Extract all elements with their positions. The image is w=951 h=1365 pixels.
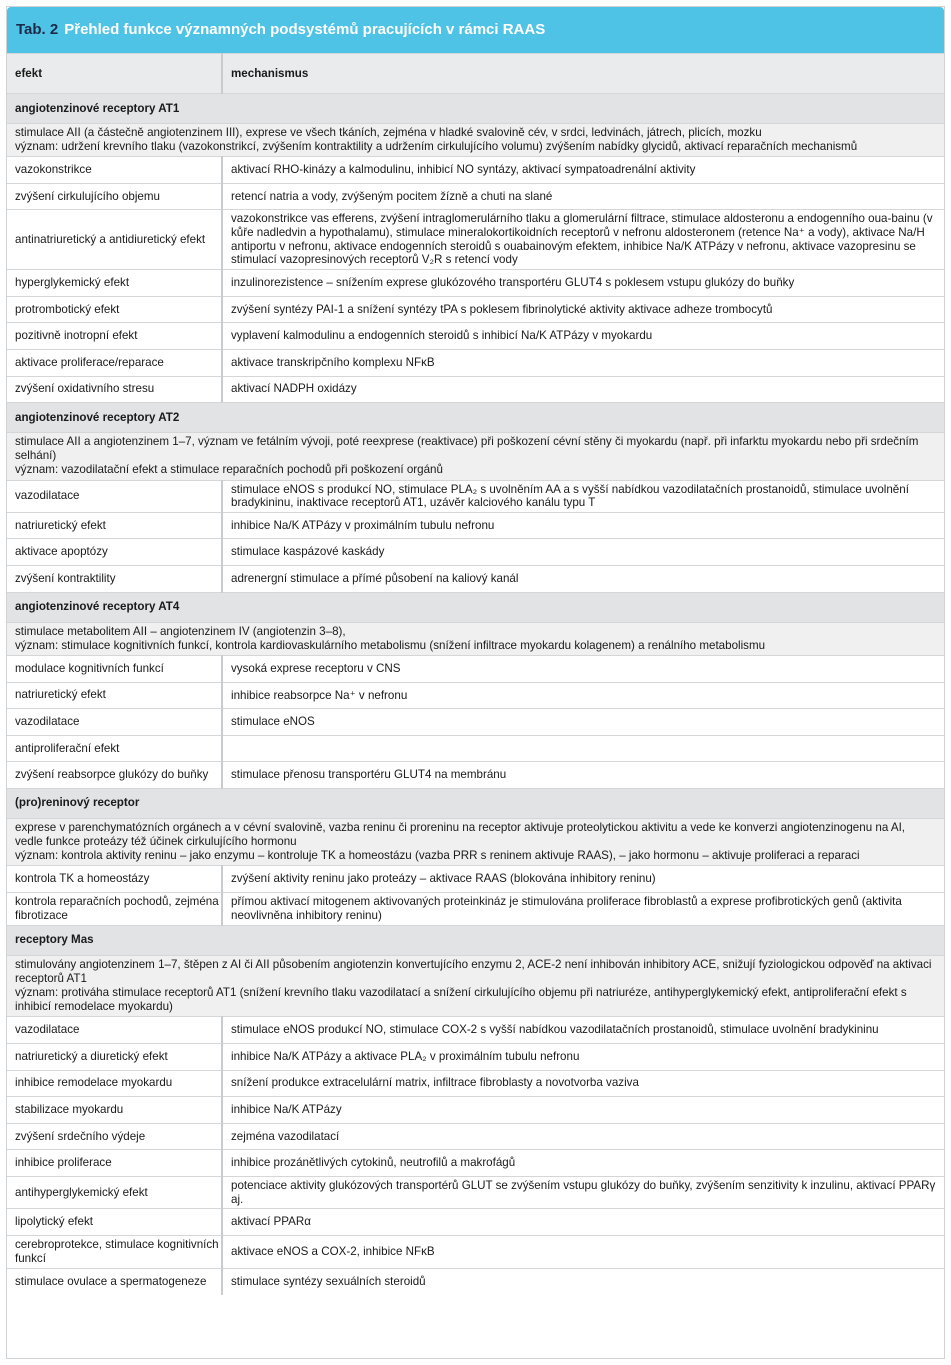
mechanism-cell: inhibice Na/K ATPázy	[222, 1097, 944, 1124]
effect-cell: vazodilatace	[7, 1017, 222, 1044]
mechanism-cell: inhibice Na/K ATPázy v proximálním tubulu nefronu	[222, 512, 944, 539]
table-row	[7, 1235, 944, 1268]
table-row	[7, 762, 944, 789]
intro-line: exprese v parenchymatózních orgánech a v cévní svalovině, vazba reninu či proreninu na receptor aktivuje proteolytickou aktivitu a vede ke konverzi angiotenzinogenu na AI,	[15, 820, 906, 834]
mechanism-cell: zvýšení aktivity reninu jako proteázy – aktivace RAAS (blokována inhibitory reninu)	[222, 866, 944, 893]
table-row	[7, 157, 944, 184]
section-heading: angiotenzinové receptory AT1	[7, 94, 944, 124]
section-header-row	[7, 403, 944, 433]
section-heading: (pro)reninový receptor	[7, 788, 944, 818]
mechanism-cell: retencí natria a vody, zvýšeným pocitem žízně a chuti na slané	[222, 183, 944, 210]
intro-line: význam: vazodilatační efekt a stimulace reparačních pochodů při poškození orgánů	[15, 463, 443, 477]
effect-cell: antihyperglykemický efekt	[7, 1176, 222, 1208]
intro-line: význam: udržení krevního tlaku (vazokonstrikcí, zvýšením kontraktility a udržením cirkulujícího volumu) zvýšením nabídky glycidů, aktivací reparačních mechanismů	[15, 140, 858, 154]
section-heading: angiotenzinové receptory AT4	[7, 592, 944, 622]
section-intro	[7, 955, 944, 1017]
table-row	[7, 183, 944, 210]
effect-cell: stimulace ovulace a spermatogeneze	[7, 1268, 222, 1295]
mechanism-cell: potenciace aktivity glukózových transportérů GLUT se zvýšením vstupu glukózy do buňky, zvýšením senzitivity k inzulinu, aktivací PPARγ aj.	[222, 1176, 944, 1208]
mechanism-cell: stimulace eNOS	[222, 709, 944, 736]
table-row	[7, 735, 944, 762]
mechanism-cell: stimulace eNOS s produkcí NO, stimulace PLA₂ s uvolněním AA a s vyšší nabídkou vazodilatačních prostanoidů, stimulace uvolnění bradykininu, inaktivace receptorů AT1, uzávěr kalciového kanálu typu T	[222, 480, 944, 512]
table-row	[7, 210, 944, 270]
effect-cell: hyperglykemický efekt	[7, 270, 222, 297]
table-row	[7, 376, 944, 403]
effect-cell: aktivace apoptózy	[7, 539, 222, 566]
intro-line: stimulace metabolitem AII – angiotenzinem IV (angiotenzin 3–8),	[15, 624, 346, 638]
effect-cell: zvýšení oxidativního stresu	[7, 376, 222, 403]
effect-cell: natriuretický efekt	[7, 512, 222, 539]
mechanism-cell: aktivace transkripčního komplexu NFκB	[222, 349, 944, 376]
mechanism-cell: vyplavení kalmodulinu a endogenních steroidů s inhibicí Na/K ATPázy v myokardu	[222, 323, 944, 350]
section-intro-row	[7, 622, 944, 655]
effect-cell: vazodilatace	[7, 709, 222, 736]
effect-cell: vazokonstrikce	[7, 157, 222, 184]
table-row	[7, 323, 944, 350]
section-header-row	[7, 925, 944, 955]
mechanism-cell: stimulace syntézy sexuálních steroidů	[222, 1268, 944, 1295]
section-intro	[7, 818, 944, 865]
intro-line: význam: kontrola aktivity reninu – jako enzymu – kontroluje TK a homeostázu (vazba PRR s reninem aktivuje RAAS), – jako hormonu – aktivuje proliferaci a reparaci	[15, 849, 860, 863]
effect-cell: zvýšení kontraktility	[7, 566, 222, 593]
section-intro-row	[7, 433, 944, 480]
table-row	[7, 682, 944, 709]
section-header-row	[7, 788, 944, 818]
table-row	[7, 1268, 944, 1295]
column-header-mechanism: mechanismus	[222, 54, 944, 94]
table-header-row	[7, 54, 944, 94]
mechanism-cell: inhibice prozánětlivých cytokinů, neutrofilů a makrofágů	[222, 1150, 944, 1177]
table-row	[7, 1176, 944, 1208]
effect-cell: inhibice proliferace	[7, 1150, 222, 1177]
table-row	[7, 480, 944, 512]
table-body	[7, 54, 944, 1295]
table-row	[7, 539, 944, 566]
table-row	[7, 1017, 944, 1044]
intro-line: vedle funkce proteázy též účinek cirkulujícího hormonu	[15, 835, 297, 849]
table-row	[7, 1209, 944, 1236]
effect-cell: kontrola reparačních pochodů, zejména fibrotizace	[7, 892, 222, 925]
section-intro	[7, 433, 944, 480]
effect-cell: natriuretický a diuretický efekt	[7, 1043, 222, 1070]
effect-cell: vazodilatace	[7, 480, 222, 512]
mechanism-cell: stimulace přenosu transportéru GLUT4 na membránu	[222, 762, 944, 789]
effect-cell: aktivace proliferace/reparace	[7, 349, 222, 376]
effect-cell: lipolytický efekt	[7, 1209, 222, 1236]
mechanism-cell: vysoká exprese receptoru v CNS	[222, 655, 944, 682]
effect-cell: antiproliferační efekt	[7, 735, 222, 762]
section-intro-row	[7, 124, 944, 157]
section-intro	[7, 622, 944, 655]
effect-cell: stabilizace myokardu	[7, 1097, 222, 1124]
mechanism-cell: inzulinorezistence – snížením exprese glukózového transportéru GLUT4 s poklesem vstupu glukózy do buňky	[222, 270, 944, 297]
mechanism-cell: stimulace kaspázové kaskády	[222, 539, 944, 566]
table-row	[7, 866, 944, 893]
mechanism-cell: zvýšení syntézy PAI-1 a snížení syntézy tPA s poklesem fibrinolytické aktivity aktivace adheze trombocytů	[222, 296, 944, 323]
column-header-effect: efekt	[7, 54, 222, 94]
effect-cell: cerebroprotekce, stimulace kognitivních funkcí	[7, 1235, 222, 1268]
table-row	[7, 1123, 944, 1150]
table-title-bar	[7, 7, 944, 53]
section-intro-row	[7, 955, 944, 1017]
section-header-row	[7, 592, 944, 622]
intro-line: význam: stimulace kognitivních funkcí, kontrola kardiovaskulárního metabolismu (snížení infiltrace myokardu kolagenem) a renálního metabolismu	[15, 638, 766, 652]
intro-line: význam: protiváha stimulace receptorů AT1 (snížení krevního tlaku vazodilatací a snížení cirkulujícího objemu při natriuréze, antihyperglykemický efekt, antiproliferační efekt s inhibicí remodelace myokardu)	[15, 986, 907, 1014]
table-row	[7, 1150, 944, 1177]
effect-cell: natriuretický efekt	[7, 682, 222, 709]
raas-table	[7, 53, 944, 1295]
intro-line: stimulace AII a angiotenzinem 1–7, význam ve fetálním vývoji, poté reexprese (reaktivace) při poškození cévní stěny či myokardu (např. při infarktu myokardu nebo při srdečním selhání)	[15, 435, 919, 463]
table-row	[7, 1097, 944, 1124]
effect-cell: zvýšení cirkulujícího objemu	[7, 183, 222, 210]
section-intro	[7, 124, 944, 157]
section-heading: angiotenzinové receptory AT2	[7, 403, 944, 433]
mechanism-cell: aktivací RHO-kinázy a kalmodulinu, inhibicí NO syntázy, aktivací sympatoadrenální aktivity	[222, 157, 944, 184]
effect-cell: protrombotický efekt	[7, 296, 222, 323]
mechanism-cell: aktivace eNOS a COX-2, inhibice NFκB	[222, 1235, 944, 1268]
effect-cell: modulace kognitivních funkcí	[7, 655, 222, 682]
mechanism-cell	[222, 735, 944, 762]
effect-cell: antinatriuretický a antidiuretický efekt	[7, 210, 222, 270]
section-header-row	[7, 94, 944, 124]
effect-cell: kontrola TK a homeostázy	[7, 866, 222, 893]
table-row	[7, 1070, 944, 1097]
intro-line: stimulace AII (a částečně angiotenzinem III), exprese ve všech tkáních, zejména v hladké svalovině cév, v srdci, ledvinách, játrech, plicích, mozku	[15, 126, 762, 139]
table-row	[7, 892, 944, 925]
effect-cell: zvýšení srdečního výdeje	[7, 1123, 222, 1150]
effect-cell: pozitivně inotropní efekt	[7, 323, 222, 350]
intro-line: stimulovány angiotenzinem 1–7, štěpen z AI či AII působením angiotenzin konvertujícího enzymu 2, ACE-2 není inhibován inhibitory ACE, snižují fyziologickou odpověď na aktivaci receptorů AT1	[15, 957, 932, 985]
table-row	[7, 349, 944, 376]
table-row	[7, 709, 944, 736]
mechanism-cell: stimulace eNOS produkcí NO, stimulace COX-2 s vyšší nabídkou vazodilatačních prostanoidů, stimulace uvolnění bradykininu	[222, 1017, 944, 1044]
table-row	[7, 655, 944, 682]
mechanism-cell: zejména vazodilatací	[222, 1123, 944, 1150]
mechanism-cell: aktivací PPARα	[222, 1209, 944, 1236]
table-row	[7, 270, 944, 297]
section-heading: receptory Mas	[7, 925, 944, 955]
mechanism-cell: adrenergní stimulace a přímé působení na kaliový kanál	[222, 566, 944, 593]
table-row	[7, 296, 944, 323]
mechanism-cell: inhibice reabsorpce Na⁺ v nefronu	[222, 682, 944, 709]
mechanism-cell: vazokonstrikce vas efferens, zvýšení intraglomerulárního tlaku a glomerulární filtrace, stimulace aldosteronu a endogenního oua-bainu (v kůře nadledvin a hypothalamu), stimulace mineralokortikoidních receptorů v nefronu aldosteronem (retence Na⁺ a vody), aktivace Na/H antiportu v nefronu, aktivace endogenních steroidů s ouabainovým efektem, inhibice Na/K ATPázy v nefronu, aktivace vazopresinu se stimulací vazopresinových receptorů V₂R s retencí vody	[222, 210, 944, 270]
table-row	[7, 512, 944, 539]
mechanism-cell: inhibice Na/K ATPázy a aktivace PLA₂ v proximálním tubulu nefronu	[222, 1043, 944, 1070]
mechanism-cell: snížení produkce extracelulární matrix, infiltrace fibroblasty a novotvorba vaziva	[222, 1070, 944, 1097]
table-row	[7, 566, 944, 593]
table-title: Přehled funkce významných podsystémů pracujících v rámci RAAS	[64, 21, 546, 38]
section-intro-row	[7, 818, 944, 865]
effect-cell: zvýšení reabsorpce glukózy do buňky	[7, 762, 222, 789]
effect-cell: inhibice remodelace myokardu	[7, 1070, 222, 1097]
table-card	[6, 6, 945, 1359]
table-number: Tab. 2	[16, 21, 59, 38]
mechanism-cell: přímou aktivací mitogenem aktivovaných proteinkináz je stimulována proliferace fibroblastů a exprese profibrotických genů (aktivita neovlivněna inhibitory reninu)	[222, 892, 944, 925]
table-row	[7, 1043, 944, 1070]
mechanism-cell: aktivací NADPH oxidázy	[222, 376, 944, 403]
